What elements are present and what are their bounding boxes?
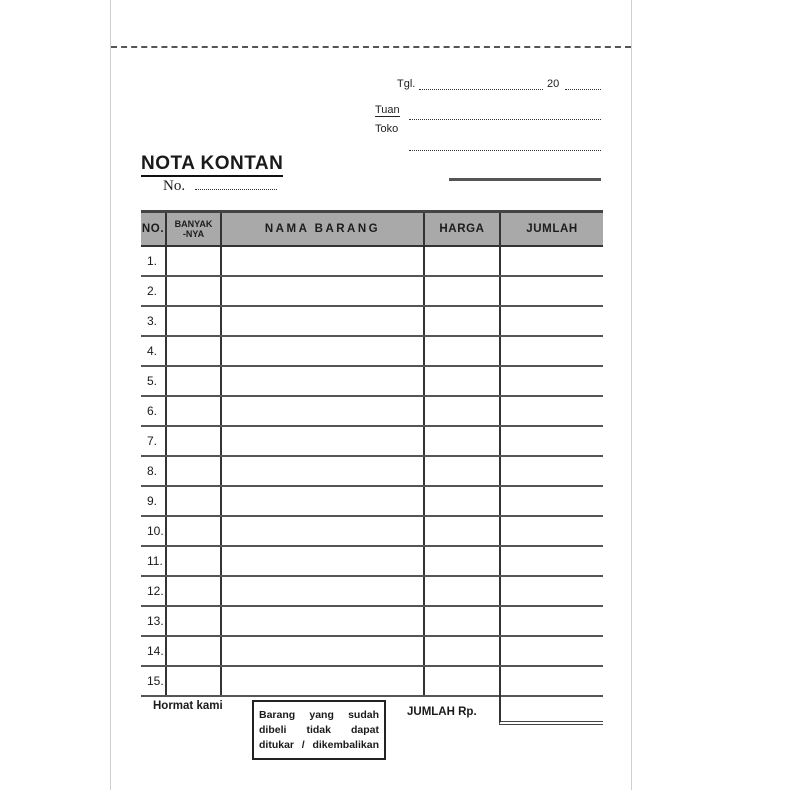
row-number: 3. — [141, 306, 166, 336]
amount-cell — [500, 426, 603, 456]
header-nama-barang: NAMA BARANG — [221, 212, 424, 247]
perforation-line — [111, 46, 631, 48]
quantity-cell — [166, 636, 221, 666]
item-name-cell — [221, 456, 424, 486]
price-cell — [424, 396, 500, 426]
quantity-cell — [166, 306, 221, 336]
item-name-cell — [221, 486, 424, 516]
amount-cell — [500, 636, 603, 666]
row-number: 1. — [141, 246, 166, 276]
table-row — [141, 396, 603, 426]
items-table — [141, 210, 603, 697]
item-name-cell — [221, 666, 424, 696]
amount-cell — [500, 306, 603, 336]
amount-cell — [500, 486, 603, 516]
amount-cell — [500, 336, 603, 366]
jumlah-rp-label: JUMLAH Rp. — [407, 706, 477, 718]
quantity-cell — [166, 606, 221, 636]
amount-cell — [500, 516, 603, 546]
header-harga: HARGA — [424, 212, 500, 247]
items-table-body — [141, 246, 603, 696]
no-dotted-line — [195, 189, 277, 190]
row-number: 7. — [141, 426, 166, 456]
amount-cell — [500, 396, 603, 426]
item-name-cell — [221, 336, 424, 366]
quantity-cell — [166, 336, 221, 366]
price-cell — [424, 246, 500, 276]
header-no: NO. — [141, 212, 166, 247]
item-name-cell — [221, 576, 424, 606]
table-row — [141, 246, 603, 276]
row-number: 12. — [141, 576, 166, 606]
quantity-cell — [166, 516, 221, 546]
table-row — [141, 456, 603, 486]
return-policy-notice: Barang yang sudah dibeli tidak dapat ditukar / dikembalikan — [252, 700, 386, 760]
item-name-cell — [221, 366, 424, 396]
table-row — [141, 426, 603, 456]
amount-cell — [500, 276, 603, 306]
hormat-kami-label: Hormat kami — [153, 700, 223, 712]
price-cell — [424, 666, 500, 696]
row-number: 11. — [141, 546, 166, 576]
row-number: 6. — [141, 396, 166, 426]
table-row — [141, 366, 603, 396]
no-label: No. — [163, 178, 186, 194]
table-row — [141, 516, 603, 546]
tgl-label: Tgl. — [397, 78, 416, 90]
item-name-cell — [221, 546, 424, 576]
quantity-cell — [166, 486, 221, 516]
amount-cell — [500, 546, 603, 576]
item-name-cell — [221, 306, 424, 336]
nota-number — [163, 178, 277, 195]
price-cell — [424, 336, 500, 366]
price-cell — [424, 576, 500, 606]
row-number: 15. — [141, 666, 166, 696]
header-banyak-line1: BANYAK — [174, 219, 213, 229]
quantity-cell — [166, 576, 221, 606]
item-name-cell — [221, 516, 424, 546]
row-number: 2. — [141, 276, 166, 306]
row-number: 4. — [141, 336, 166, 366]
quantity-cell — [166, 546, 221, 576]
tgl-dotted-line — [419, 89, 543, 90]
price-cell — [424, 456, 500, 486]
total-amount-box — [499, 691, 603, 725]
price-cell — [424, 636, 500, 666]
table-row — [141, 546, 603, 576]
header-banyak-line2: -NYA — [182, 229, 205, 239]
row-number: 5. — [141, 366, 166, 396]
item-name-cell — [221, 246, 424, 276]
amount-cell — [500, 606, 603, 636]
item-name-cell — [221, 426, 424, 456]
table-row — [141, 276, 603, 306]
quantity-cell — [166, 426, 221, 456]
quantity-cell — [166, 246, 221, 276]
row-number: 9. — [141, 486, 166, 516]
row-number: 10. — [141, 516, 166, 546]
tuan-dotted-line — [409, 119, 601, 120]
document-title: NOTA KONTAN — [141, 154, 283, 177]
quantity-cell — [166, 666, 221, 696]
price-cell — [424, 276, 500, 306]
amount-cell — [500, 366, 603, 396]
price-cell — [424, 366, 500, 396]
table-row — [141, 486, 603, 516]
table-row — [141, 636, 603, 666]
table-header-row — [141, 212, 603, 247]
price-cell — [424, 546, 500, 576]
tuan-label: Tuan — [375, 104, 400, 116]
quantity-cell — [166, 366, 221, 396]
price-cell — [424, 306, 500, 336]
item-name-cell — [221, 636, 424, 666]
table-row — [141, 306, 603, 336]
item-name-cell — [221, 396, 424, 426]
signature-rule — [449, 178, 601, 181]
header-jumlah: JUMLAH — [500, 212, 603, 247]
row-number: 13. — [141, 606, 166, 636]
toko-label: Toko — [375, 123, 399, 135]
amount-cell — [500, 246, 603, 276]
header-banyaknya — [166, 212, 221, 247]
price-cell — [424, 486, 500, 516]
address-dotted-line — [409, 150, 601, 151]
row-number: 14. — [141, 636, 166, 666]
quantity-cell — [166, 456, 221, 486]
table-row — [141, 576, 603, 606]
year-prefix: 20 — [547, 78, 560, 90]
item-name-cell — [221, 606, 424, 636]
quantity-cell — [166, 276, 221, 306]
amount-cell — [500, 576, 603, 606]
price-cell — [424, 516, 500, 546]
quantity-cell — [166, 396, 221, 426]
item-name-cell — [221, 276, 424, 306]
table-row — [141, 606, 603, 636]
table-row — [141, 336, 603, 366]
amount-cell — [500, 456, 603, 486]
price-cell — [424, 426, 500, 456]
price-cell — [424, 606, 500, 636]
year-dotted-line — [565, 89, 601, 90]
row-number: 8. — [141, 456, 166, 486]
receipt-sheet — [110, 0, 632, 790]
